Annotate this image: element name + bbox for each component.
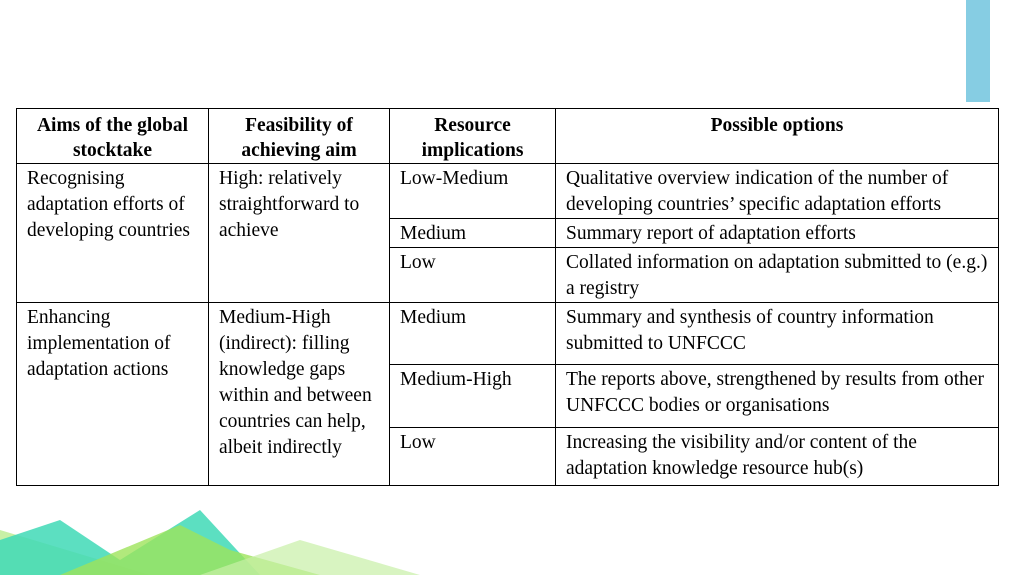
feasibility-cell: High: relatively straightforward to achieve	[209, 164, 390, 303]
table-row	[17, 303, 999, 365]
stocktake-table	[16, 108, 999, 486]
table-row	[17, 164, 999, 219]
resource-cell: Low	[390, 428, 556, 486]
header-aims: Aims of the global stocktake	[17, 109, 209, 164]
feasibility-cell: Medium-High (indirect): filling knowledge gaps within and between countries can help, albeit indirectly	[209, 303, 390, 486]
option-cell: Summary and synthesis of country information submitted to UNFCCC	[556, 303, 999, 365]
resource-cell: Low-Medium	[390, 164, 556, 219]
resource-cell: Medium-High	[390, 365, 556, 428]
option-cell: Increasing the visibility and/or content of the adaptation knowledge resource hub(s)	[556, 428, 999, 486]
option-cell: Summary report of adaptation efforts	[556, 219, 999, 248]
option-cell: Qualitative overview indication of the number of developing countries’ specific adaptation efforts	[556, 164, 999, 219]
accent-bar	[966, 0, 990, 102]
resource-cell: Medium	[390, 303, 556, 365]
aim-cell: Recognising adaptation efforts of developing countries	[17, 164, 209, 303]
header-options: Possible options	[556, 109, 999, 164]
decorative-shapes	[0, 490, 420, 575]
aim-cell: Enhancing implementation of adaptation actions	[17, 303, 209, 486]
option-cell: The reports above, strengthened by results from other UNFCCC bodies or organisations	[556, 365, 999, 428]
resource-cell: Medium	[390, 219, 556, 248]
resource-cell: Low	[390, 248, 556, 303]
option-cell: Collated information on adaptation submitted to (e.g.) a registry	[556, 248, 999, 303]
header-row	[17, 109, 999, 164]
header-resource: Resource implications	[390, 109, 556, 164]
header-feasibility: Feasibility of achieving aim	[209, 109, 390, 164]
